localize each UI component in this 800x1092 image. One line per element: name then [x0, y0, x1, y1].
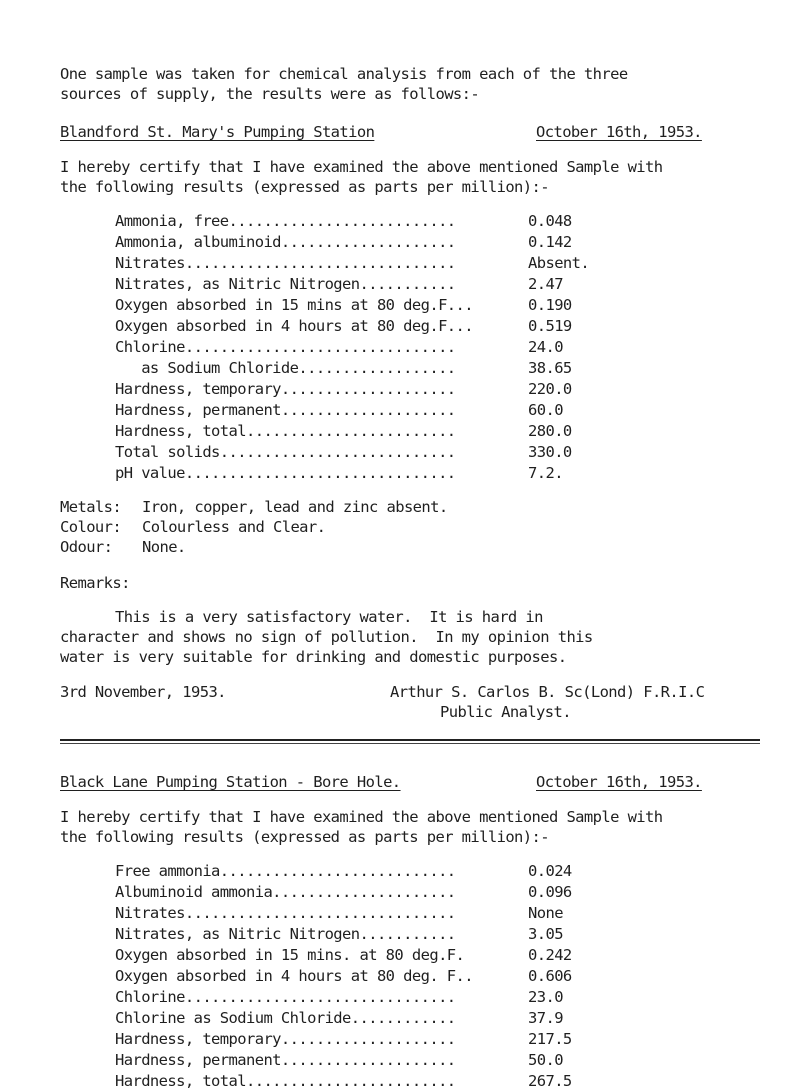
- result-row: [115, 1008, 735, 1029]
- result-row: [115, 421, 735, 442]
- result-label: Ammonia, albuminoid....................: [115, 233, 456, 251]
- result-value: 60.0: [528, 401, 563, 419]
- remarks-line-3: water is very suitable for drinking and domestic purposes.: [60, 648, 567, 666]
- result-value: 217.5: [528, 1030, 572, 1048]
- result-row: [115, 358, 735, 379]
- remarks-line-1: This is a very satisfactory water. It is hard in: [115, 608, 543, 626]
- intro-line-2: sources of supply, the results were as follows:-: [60, 85, 480, 103]
- result-label: Oxygen absorbed in 15 mins at 80 deg.F...: [115, 296, 474, 314]
- result-label: Albuminoid ammonia.....................: [115, 883, 456, 901]
- divider-rule-thin: [60, 743, 760, 744]
- section1-cert-line-2: the following results (expressed as parts per million):-: [60, 178, 549, 196]
- result-label: Nitrates, as Nitric Nitrogen...........: [115, 925, 456, 943]
- divider-rule: [60, 739, 760, 741]
- metals-label: Metals:: [60, 498, 122, 516]
- result-row: [115, 903, 735, 924]
- result-value: 267.5: [528, 1072, 572, 1090]
- result-label: Nitrates...............................: [115, 904, 456, 922]
- result-value: 0.190: [528, 296, 572, 314]
- colour-label: Colour:: [60, 518, 122, 536]
- signature-date: 3rd November, 1953.: [60, 683, 226, 701]
- result-row: [115, 379, 735, 400]
- odour-value: None.: [142, 538, 186, 556]
- result-value: None: [528, 904, 563, 922]
- result-row: [115, 316, 735, 337]
- result-label: Oxygen absorbed in 4 hours at 80 deg. F..: [115, 967, 474, 985]
- result-label: Hardness, temporary....................: [115, 380, 456, 398]
- result-row: [115, 1029, 735, 1050]
- metals-value: Iron, copper, lead and zinc absent.: [142, 498, 448, 516]
- result-value: 38.65: [528, 359, 572, 377]
- result-row: [115, 945, 735, 966]
- section2-title: Black Lane Pumping Station - Bore Hole.: [60, 773, 401, 791]
- colour-value: Colourless and Clear.: [142, 518, 326, 536]
- result-value: 0.048: [528, 212, 572, 230]
- result-value: 0.606: [528, 967, 572, 985]
- result-value: Absent.: [528, 254, 590, 272]
- result-row: [115, 253, 735, 274]
- result-value: 23.0: [528, 988, 563, 1006]
- remarks-line-2: character and shows no sign of pollution. In my opinion this: [60, 628, 593, 646]
- result-row: [115, 463, 735, 484]
- result-row: [115, 337, 735, 358]
- result-label: Oxygen absorbed in 4 hours at 80 deg.F...: [115, 317, 474, 335]
- result-row: [115, 861, 735, 882]
- result-label: Hardness, total........................: [115, 422, 456, 440]
- section1-results-list: [115, 211, 735, 484]
- result-label: Nitrates, as Nitric Nitrogen...........: [115, 275, 456, 293]
- result-value: 2.47: [528, 275, 563, 293]
- result-value: 3.05: [528, 925, 563, 943]
- result-label: Chlorine as Sodium Chloride............: [115, 1009, 456, 1027]
- result-label: Chlorine...............................: [115, 988, 456, 1006]
- signatory-title: Public Analyst.: [440, 703, 571, 721]
- result-value: 0.024: [528, 862, 572, 880]
- result-row: [115, 882, 735, 903]
- section2-cert-line-2: the following results (expressed as parts per million):-: [60, 828, 549, 846]
- result-label: Chlorine...............................: [115, 338, 456, 356]
- result-label: pH value...............................: [115, 464, 456, 482]
- section2-cert-line-1: I hereby certify that I have examined the above mentioned Sample with: [60, 808, 663, 826]
- result-value: 37.9: [528, 1009, 563, 1027]
- result-row: [115, 966, 735, 987]
- signatory-name: Arthur S. Carlos B. Sc(Lond) F.R.I.C: [390, 683, 705, 701]
- result-value: 0.519: [528, 317, 572, 335]
- section2-date: October 16th, 1953.: [536, 773, 702, 791]
- section1-cert-line-1: I hereby certify that I have examined the above mentioned Sample with: [60, 158, 663, 176]
- result-label: Hardness, total........................: [115, 1072, 456, 1090]
- result-value: 24.0: [528, 338, 563, 356]
- odour-label: Odour:: [60, 538, 113, 556]
- result-label: Total solids...........................: [115, 443, 456, 461]
- result-label: Nitrates...............................: [115, 254, 456, 272]
- result-label: Hardness, temporary....................: [115, 1030, 456, 1048]
- result-row: [115, 295, 735, 316]
- result-label: Oxygen absorbed in 15 mins. at 80 deg.F.: [115, 946, 465, 964]
- section2-results-list: [115, 861, 735, 1092]
- result-value: 50.0: [528, 1051, 563, 1069]
- result-label: Free ammonia...........................: [115, 862, 456, 880]
- result-value: 0.242: [528, 946, 572, 964]
- intro-line-1: One sample was taken for chemical analysis from each of the three: [60, 65, 628, 83]
- result-value: 0.142: [528, 233, 572, 251]
- result-row: [115, 987, 735, 1008]
- result-row: [115, 232, 735, 253]
- result-row: [115, 1050, 735, 1071]
- section1-date: October 16th, 1953.: [536, 123, 702, 141]
- result-row: [115, 924, 735, 945]
- result-value: 330.0: [528, 443, 572, 461]
- result-row: [115, 1071, 735, 1092]
- result-value: 7.2.: [528, 464, 563, 482]
- result-value: 280.0: [528, 422, 572, 440]
- result-value: 220.0: [528, 380, 572, 398]
- result-row: [115, 442, 735, 463]
- result-label: Hardness, permanent....................: [115, 1051, 456, 1069]
- result-label: as Sodium Chloride..................: [115, 359, 456, 377]
- section1-title: Blandford St. Mary's Pumping Station: [60, 123, 375, 141]
- result-row: [115, 211, 735, 232]
- result-row: [115, 400, 735, 421]
- remarks-heading: Remarks:: [60, 574, 130, 592]
- result-label: Ammonia, free..........................: [115, 212, 456, 230]
- result-label: Hardness, permanent....................: [115, 401, 456, 419]
- result-row: [115, 274, 735, 295]
- result-value: 0.096: [528, 883, 572, 901]
